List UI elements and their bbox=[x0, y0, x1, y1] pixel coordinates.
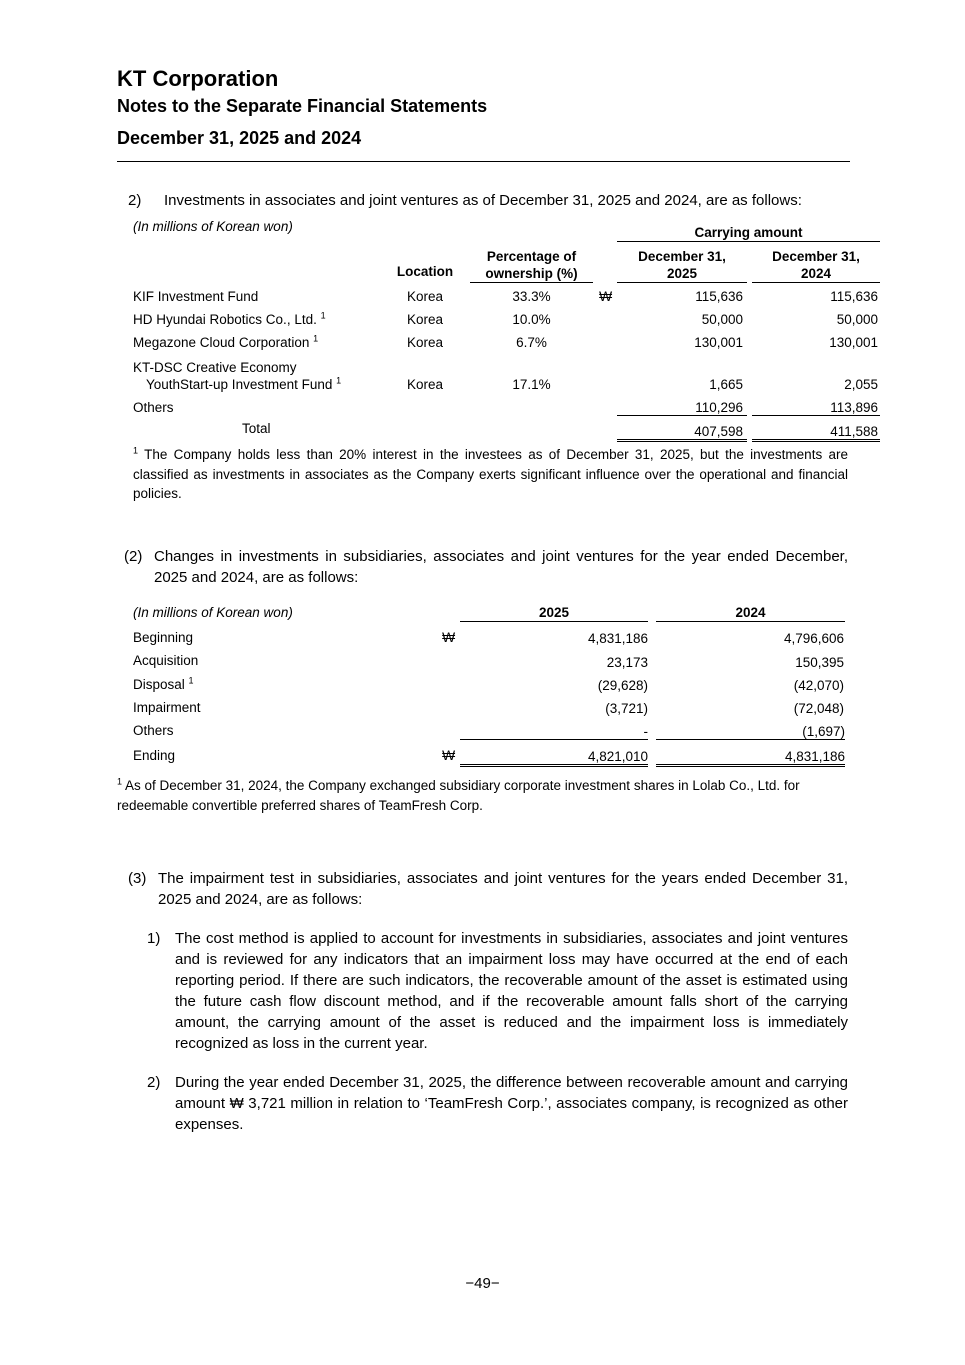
assoc-row-2025: 110,296 bbox=[617, 400, 747, 416]
won-symbol: ₩ bbox=[442, 629, 456, 645]
changes-row-2024: 4,831,186 bbox=[656, 749, 845, 767]
changes-row-2024: (1,697) bbox=[656, 724, 845, 740]
changes-row-2024: 4,796,606 bbox=[783, 631, 844, 646]
assoc-row-name: KIF Investment Fund bbox=[133, 289, 259, 304]
assoc-row-2024: 113,896 bbox=[752, 400, 880, 416]
assoc-row-2025: 130,001 bbox=[694, 335, 743, 350]
changes-row-2025: 4,831,186 bbox=[587, 631, 648, 646]
assoc-row-location: Korea bbox=[406, 377, 444, 392]
col-location: Location bbox=[396, 264, 454, 279]
assoc-intro: Investments in associates and joint ventures as of December 31, 2025 and 2024, are as follows: bbox=[164, 192, 802, 209]
assoc-row-location: Korea bbox=[406, 312, 444, 327]
changes-row-label: Impairment bbox=[133, 700, 201, 715]
changes-row-2024: (42,070) bbox=[793, 678, 844, 693]
won-symbol: ₩ bbox=[599, 288, 613, 304]
page-number: −49− bbox=[465, 1275, 500, 1292]
assoc-row-2025: 1,665 bbox=[709, 377, 743, 392]
impairment-number: (3) bbox=[128, 870, 147, 887]
assoc-row-2024: 115,636 bbox=[830, 289, 878, 304]
changes-row-2025: (29,628) bbox=[597, 678, 648, 693]
assoc-row-2025: 115,636 bbox=[695, 289, 743, 304]
period-title: December 31, 2025 and 2024 bbox=[117, 128, 362, 148]
company-title: KT Corporation bbox=[117, 66, 279, 91]
assoc-row-name: HD Hyundai Robotics Co., Ltd. $^1$ bbox=[133, 310, 326, 327]
changes-number: (2) bbox=[124, 548, 143, 565]
assoc-row-2024: 2,055 bbox=[844, 377, 878, 392]
assoc-row-name-line1: KT-DSC Creative Economy bbox=[133, 360, 297, 375]
carrying-amount-header: Carrying amount bbox=[617, 225, 880, 242]
changes-row-2025: - bbox=[460, 724, 648, 740]
changes-row-label: Disposal $^1$ bbox=[133, 675, 194, 692]
assoc-row-location: Korea bbox=[406, 289, 444, 304]
assoc-row-name: YouthStart-up Investment Fund $^1$ bbox=[146, 375, 342, 392]
assoc-row-name: Others bbox=[133, 400, 174, 415]
impairment-item-text: The cost method is applied to account for investments in subsidiaries, associates and joint ventures and is reviewed for any indicators that an impairment loss may have occurred at the end of each reporting period. If there are such indicators, the recoverable amount of the asset is estimated using the future cash flow discount method, and if the recoverable amount falls short of the carrying amount, the carrying amount of the asset is reduced and the impairment loss is immediately recognized as loss in the current year. bbox=[175, 930, 848, 1052]
impairment-item-number: 2) bbox=[147, 1074, 161, 1091]
changes-row-2025: 23,173 bbox=[606, 655, 648, 670]
changes-row-2024: (72,048) bbox=[793, 701, 844, 716]
assoc-row-pct: 33.3% bbox=[512, 289, 551, 304]
assoc-row-location: Korea bbox=[406, 335, 444, 350]
assoc-footnote: $^1$ The Company holds less than 20% interest in the investees as of December 31, 2025, but the investments are classified as investments in associates as the Company exerts significant influence over the operational and financial policies. bbox=[133, 445, 848, 501]
assoc-number: 2) bbox=[128, 192, 142, 209]
won-symbol: ₩ bbox=[442, 747, 456, 763]
assoc-row-2024: 130,001 bbox=[829, 335, 878, 350]
col-2025: December 31, 2025 bbox=[617, 248, 747, 283]
assoc-row-2025: 50,000 bbox=[701, 312, 743, 327]
changes-row-label: Others bbox=[133, 723, 174, 738]
changes-footnote: $^1$ As of December 31, 2024, the Company exchanged subsidiary corporate investment shares in Lolab Co., Ltd. for redeemable convertible preferred shares of TeamFresh Corp. bbox=[117, 776, 800, 813]
assoc-total-label: Total bbox=[242, 421, 271, 436]
changes-col-2025: 2025 bbox=[460, 605, 648, 622]
changes-row-2025: (3,721) bbox=[605, 701, 648, 716]
assoc-row-pct: 17.1% bbox=[512, 377, 551, 392]
impairment-item-text: During the year ended December 31, 2025, the difference between recoverable amount and carrying amount ₩ 3,721 million in relation to ‘TeamFresh Corp.’, associates company, is recognized as other expenses. bbox=[175, 1074, 848, 1133]
assoc-unit: (In millions of Korean won) bbox=[133, 219, 293, 234]
header-divider bbox=[117, 161, 850, 162]
col-2024: December 31, 2024 bbox=[752, 248, 880, 283]
changes-intro: Changes in investments in subsidiaries, associates and joint ventures for the year ended December, 2025 and 2024, are as follows: bbox=[154, 548, 848, 586]
changes-row-2025: 4,821,010 bbox=[460, 749, 648, 767]
changes-row-2024: 150,395 bbox=[795, 655, 844, 670]
document-subtitle: Notes to the Separate Financial Statements bbox=[117, 96, 488, 116]
impairment-item-number: 1) bbox=[147, 930, 161, 947]
impairment-intro: The impairment test in subsidiaries, associates and joint ventures for the years ended December 31, 2025 and 2024, are as follows: bbox=[158, 870, 848, 908]
changes-unit: (In millions of Korean won) bbox=[133, 605, 293, 620]
changes-row-label: Acquisition bbox=[133, 653, 199, 668]
changes-col-2024: 2024 bbox=[656, 605, 845, 622]
assoc-total-2024: 411,588 bbox=[752, 424, 880, 442]
assoc-row-2024: 50,000 bbox=[836, 312, 878, 327]
changes-row-label: Beginning bbox=[133, 630, 194, 645]
assoc-row-pct: 10.0% bbox=[512, 312, 551, 327]
col-percentage: Percentage of ownership (%) bbox=[470, 248, 593, 283]
changes-row-label: Ending bbox=[133, 748, 176, 763]
assoc-row-name: Megazone Cloud Corporation $^1$ bbox=[133, 333, 319, 350]
assoc-row-pct: 6.7% bbox=[516, 335, 547, 350]
assoc-total-2025: 407,598 bbox=[617, 424, 747, 442]
